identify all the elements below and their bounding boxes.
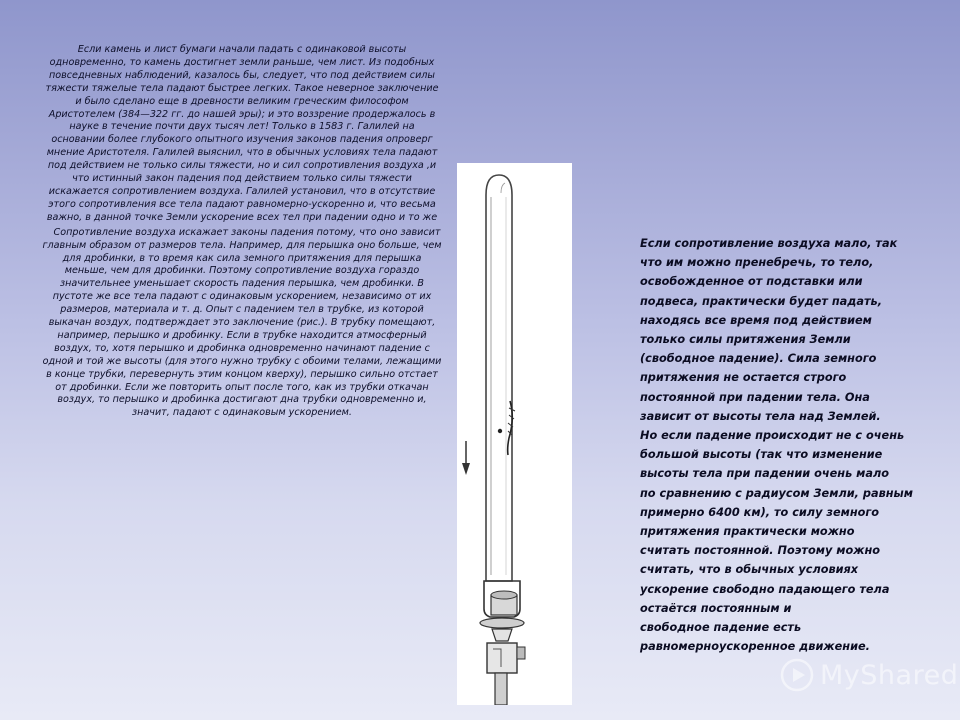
glass-tube-icon — [457, 163, 572, 705]
right-text-block: Если сопротивление воздуха мало, так что им можно пренебречь, то тело, освобожденное от подставки или подвеса, практически будет падать, находясь все время под действием только силы притяжения Земли (свободное падение). Сила земного притяжения не остается строго постоянной при падении тела. Она зависит от высоты тела над Землей. Но если падение происходит не с очень большой высоты (так что изменение высоты тела при падении очень мало по сравнению с радиусом Земли, равным примерно 6400 км), то силу земного притяжения практически можно считать постоянной. Поэтому можно считать, что в обычных условиях ускорение свободно падающего тела остаётся постоянным и свободное падение есть равномерноускоренное движение. — [640, 237, 913, 654]
play-triangle-icon — [780, 658, 814, 692]
left-paragraph-1: Если камень и лист бумаги начали падать с одинаковой высоты одновременно, то камень достигнет земли раньше, чем лист. Из подобных повседневных наблюдений, казалось бы, следует, что под действием силы тяжести тяжелые тела падают быстрее легких. Такое неверное заключение и было сделано еще в древности великим греческим философом Аристотелем (384—322 гг. до нашей эры); и это воззрение продержалось в науке в течение почти двух тысяч лет! Только в 1583 г. Галилей на основании более глубокого опытного изучения законов падения опроверг мнение Аристотеля. Галилей выяснил, что в обычных условиях тела падают под действием не только силы тяжести, но и сил сопротивления воздуха ,и что истинный закон падения под действием только силы тяжести искажается сопротивлением воздуха. Галилей установил, что в отсутствие этого сопротивления все тела падают равномерно-ускоренно и, что весьма важно, в данной точке Земли ускорение всех тел при падении одно и то же — [45, 44, 439, 223]
watermark-text: MyShared — [820, 659, 959, 691]
myshared-watermark — [780, 655, 958, 695]
left-paragraph-2: Сопротивление воздуха искажает законы падения потому, что оно зависит главным образом от размеров тела. Например, для перышка оно больше, чем для дробинки, в то время как сила земного притяжения для перышка меньше, чем для дробинки. Поэтому сопротивление воздуха гораздо значительнее уменьшает скорость падения перышка, чем дробинки. В пустоте же все тела падают с одинаковым ускорением, независимо от их размеров, материала и т. д. Опыт с падением тел в трубке, из которой выкачан воздух, подтверждает это заключение (рис.). В трубку помещают, например, перышко и дробинку. Если в трубке находится атмосферный воздух, то, хотя перышко и дробинка одновременно начинают падение с одной и той же высоты (для этого нужно трубку с обоими телами, лежащими в конце трубки, перевернуть этим концом кверху), перышко сильно отстает от дробинки. Если же повторить опыт после того, как из трубки откачан воздух, то перышко и дробинка достигают дна трубки одновременно и, значит, падают с одинаковым ускорением. — [42, 226, 442, 419]
tube-illustration — [457, 163, 572, 705]
left-text-block — [42, 44, 442, 422]
